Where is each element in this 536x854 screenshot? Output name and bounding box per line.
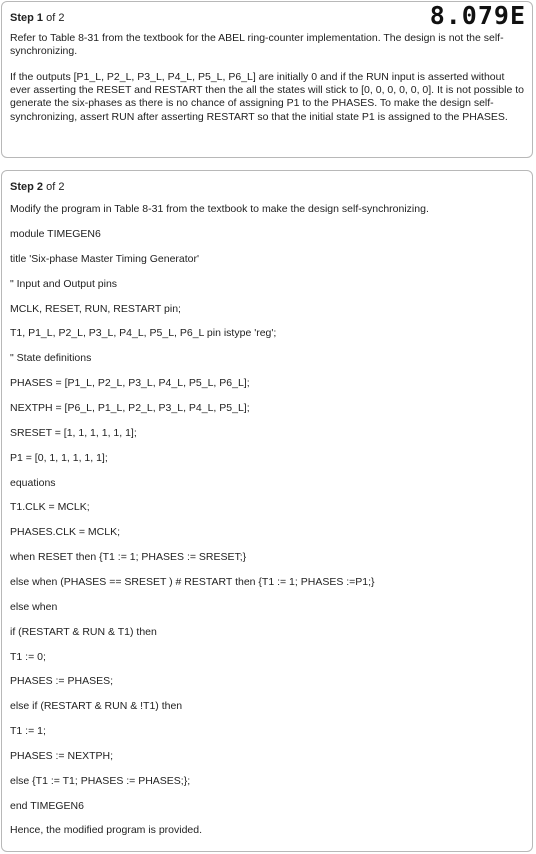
- code-line: module TIMEGEN6: [10, 228, 101, 240]
- code-line: MCLK, RESET, RUN, RESTART pin;: [10, 302, 181, 315]
- step-1-header: [10, 12, 64, 24]
- conclusion-line: Hence, the modified program is provided.: [10, 824, 203, 837]
- code-line: else {T1 := T1; PHASES := PHASES;};: [10, 774, 191, 787]
- code-line: SRESET = [1, 1, 1, 1, 1, 1];: [10, 426, 137, 439]
- step-2-number: 2: [36, 181, 44, 193]
- step-1-paragraph-2: If the outputs [P1_L, P2_L, P3_L, P4_L, P5_L, P6_L] are initially 0 and if the RUN input is asserted without ever asserting the RESET and RESTART then the all the states will stick to [0, 0, 0, 0, 0, 0]. It is not possible to generate the six-phases as there is no chance of assigning P1 to the PHASES. To make the design self-synchronizing, assert RUN after asserting RESTART so that the initial state P1 is assigned to the PHASES.: [10, 71, 524, 123]
- step-2-header: [10, 181, 64, 193]
- code-line: when RESET then {T1 := 1; PHASES := SRESET;}: [10, 551, 247, 564]
- code-line: title 'Six-phase Master Timing Generator': [10, 252, 199, 265]
- step-1-total: of 2: [46, 12, 65, 24]
- code-line: PHASES.CLK = MCLK;: [10, 526, 120, 539]
- code-line: else when: [10, 600, 58, 613]
- code-line: PHASES := PHASES;: [10, 675, 114, 688]
- code-line: NEXTPH = [P6_L, P1_L, P2_L, P3_L, P4_L, P5_L];: [10, 402, 250, 414]
- step-1-label-text: Step: [10, 12, 34, 24]
- code-line: T1 := 0;: [10, 650, 46, 663]
- step-2-total: of 2: [46, 181, 65, 193]
- code-line: end TIMEGEN6: [10, 799, 84, 812]
- step-2-label: [10, 181, 43, 193]
- step-1-number: 1: [36, 12, 44, 24]
- solution-step-2-card: [1, 170, 533, 852]
- code-line: PHASES = [P1_L, P2_L, P3_L, P4_L, P5_L, P6_L];: [10, 377, 250, 390]
- problem-number: 8.079E: [429, 1, 526, 30]
- step-1-label: [10, 12, 43, 24]
- code-line: P1 = [0, 1, 1, 1, 1, 1];: [10, 451, 108, 464]
- code-line: T1, P1_L, P2_L, P3_L, P4_L, P5_L, P6_L pin istype 'reg';: [10, 327, 277, 340]
- code-line: if (RESTART & RUN & T1) then: [10, 625, 157, 638]
- code-line: " Input and Output pins: [10, 277, 118, 290]
- code-line: else when (PHASES == SRESET ) # RESTART then {T1 := 1; PHASES :=P1;}: [10, 575, 375, 588]
- code-line: T1.CLK = MCLK;: [10, 501, 90, 514]
- code-line: equations: [10, 476, 56, 489]
- code-line: PHASES := NEXTPH;: [10, 749, 113, 762]
- code-line: else if (RESTART & RUN & !T1) then: [10, 700, 183, 713]
- solution-step-1-card: [1, 1, 533, 158]
- step-2-label-text: Step: [10, 181, 34, 193]
- step-2-intro: Modify the program in Table 8-31 from the textbook to make the design self-synchronizing.: [10, 203, 429, 215]
- code-line: T1 := 1;: [10, 725, 46, 737]
- code-line: " State definitions: [10, 352, 92, 365]
- step-1-paragraph-1: Refer to Table 8-31 from the textbook for the ABEL ring-counter implementation. The design is not the self-synchronizing.: [10, 32, 504, 58]
